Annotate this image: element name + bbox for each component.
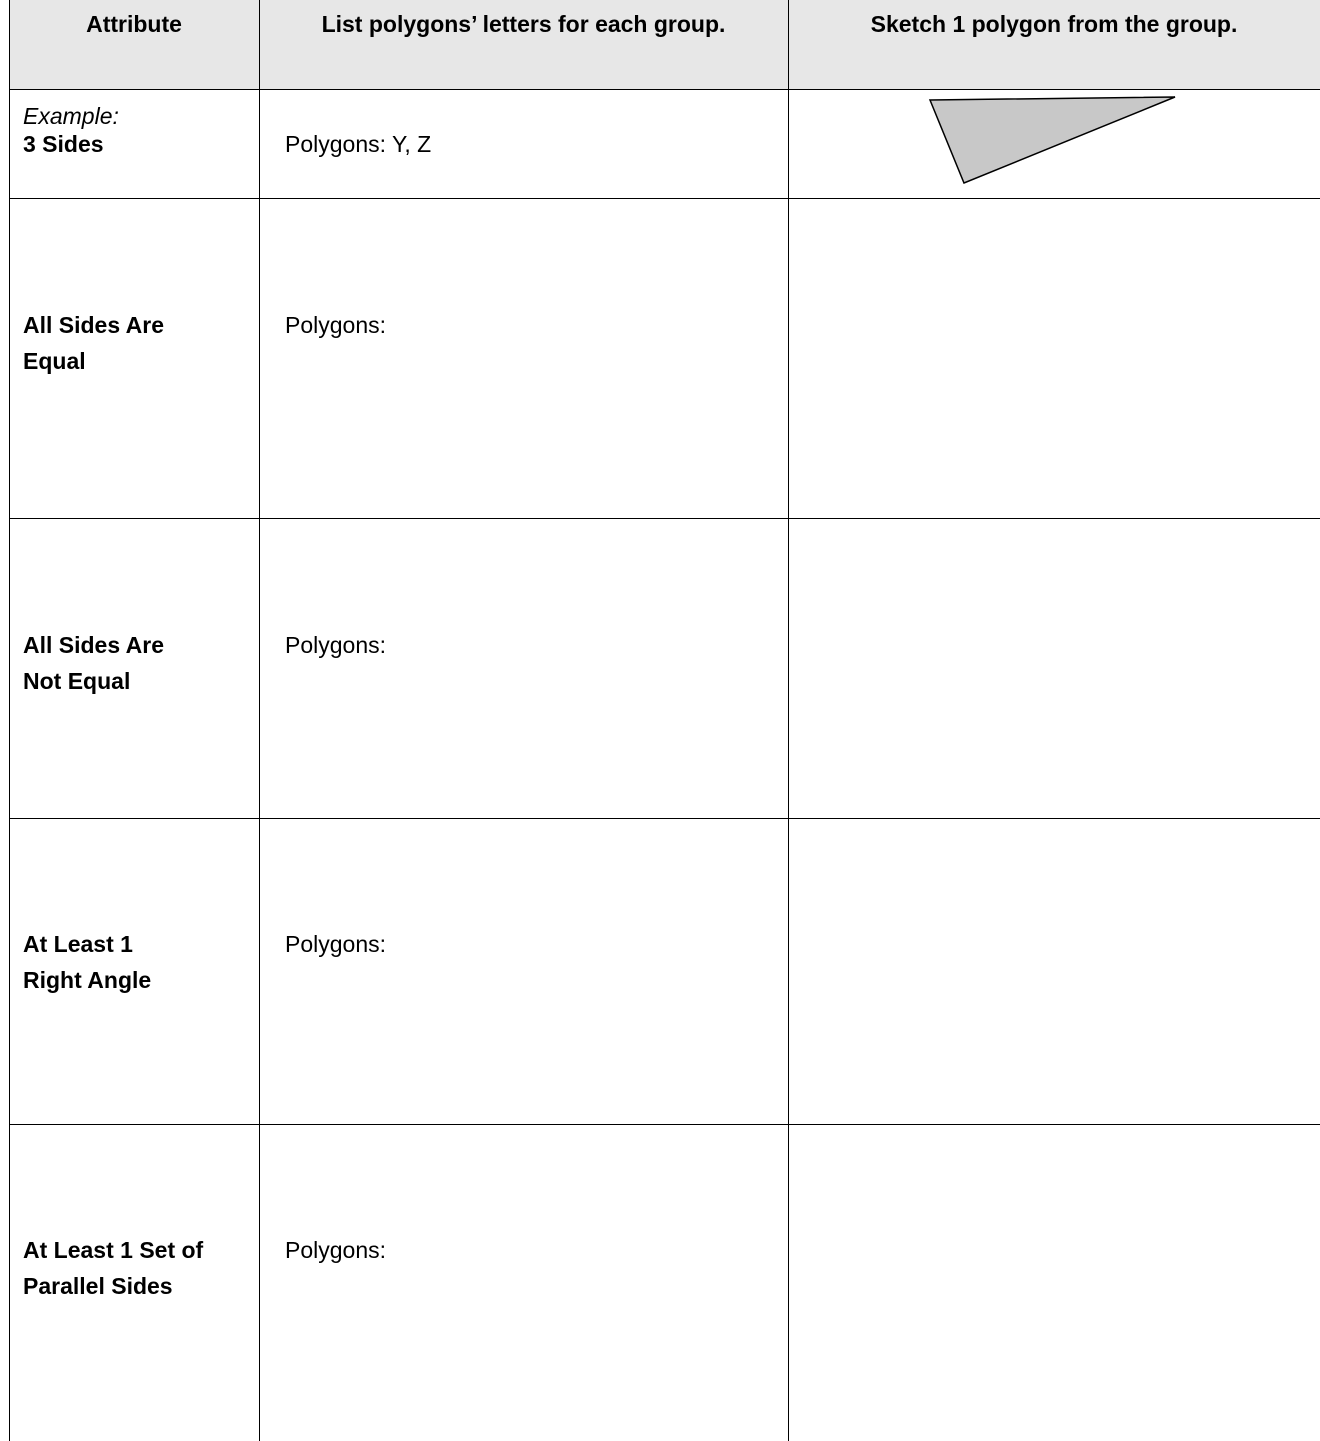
row-polygons-label: Polygons: xyxy=(285,931,387,957)
row-attribute-line1: At Least 1 xyxy=(23,931,133,957)
column-divider xyxy=(788,0,789,1441)
example-polygons: Polygons: Y, Z xyxy=(285,131,432,157)
row-polygons-label: Polygons: xyxy=(285,312,387,338)
column-divider xyxy=(9,0,10,1441)
row-attribute-line1: At Least 1 Set of xyxy=(23,1237,204,1263)
triangle-shape xyxy=(930,97,1175,183)
row-divider xyxy=(9,518,1320,519)
example-triangle-sketch xyxy=(920,92,1180,188)
row-polygons-label: Polygons: xyxy=(285,1237,387,1263)
row-polygons-label: Polygons: xyxy=(285,632,387,658)
example-attribute: 3 Sides xyxy=(23,131,104,157)
row-attribute-line2: Right Angle xyxy=(23,967,152,993)
row-attribute-line2: Parallel Sides xyxy=(23,1273,173,1299)
row-divider xyxy=(9,1124,1320,1125)
header-sketch-polygon: Sketch 1 polygon from the group. xyxy=(870,11,1238,37)
row-divider xyxy=(9,198,1320,199)
column-divider xyxy=(259,0,260,1441)
row-attribute-line2: Equal xyxy=(23,348,86,374)
row-divider xyxy=(9,89,1320,90)
header-attribute: Attribute xyxy=(86,11,182,37)
row-attribute-line1: All Sides Are xyxy=(23,632,165,658)
row-attribute-line2: Not Equal xyxy=(23,668,131,694)
header-list-polygons: List polygons’ letters for each group. xyxy=(321,11,726,37)
example-label: Example: xyxy=(23,103,119,129)
row-attribute-line1: All Sides Are xyxy=(23,312,165,338)
row-divider xyxy=(9,818,1320,819)
